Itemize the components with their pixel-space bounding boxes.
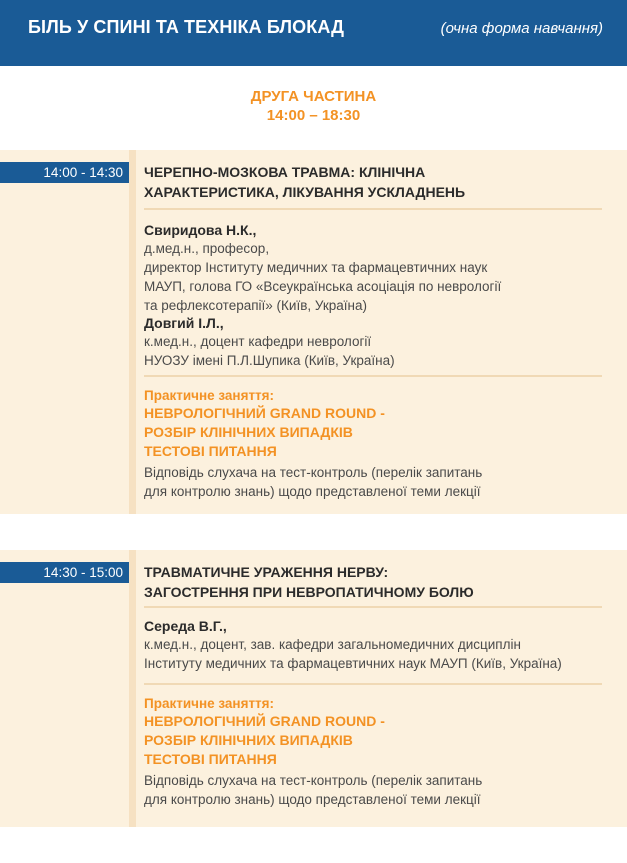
practice-note-line: для контролю знань) щодо представленої теми лекції (144, 484, 481, 499)
practice-note (144, 771, 482, 809)
session-block-2 (0, 550, 627, 827)
practice-label: Практичне заняття: (144, 388, 275, 403)
speaker-detail-line: МАУП, голова ГО «Всеукраїнська асоціація по неврології (144, 279, 502, 294)
speaker-detail-line: директор Інституту медичних та фармацевтичних наук (144, 260, 488, 275)
practice-note (144, 463, 482, 501)
session-topic (144, 162, 465, 202)
topic-line: ТРАВМАТИЧНЕ УРАЖЕННЯ НЕРВУ: (144, 564, 389, 580)
practice-title-line: РОЗБІР КЛІНІЧНИХ ВИПАДКІВ (144, 732, 353, 748)
speaker-detail-line: Інституту медичних та фармацевтичних наук МАУП (Київ, Україна) (144, 656, 562, 671)
speaker-details (144, 239, 501, 315)
topic-line: ЧЕРЕПНО-МОЗКОВА ТРАВМА: КЛІНІЧНА (144, 164, 426, 180)
speaker-name: Середа В.Г., (144, 618, 227, 634)
practice-title-line: ТЕСТОВІ ПИТАННЯ (144, 751, 277, 767)
practice-title-line: НЕВРОЛОГІЧНИЙ GRAND ROUND - (144, 713, 385, 729)
practice-title (144, 712, 385, 769)
divider (144, 375, 602, 377)
session-time: 14:00 - 14:30 (0, 162, 129, 183)
practice-title (144, 404, 385, 461)
session-time: 14:30 - 15:00 (0, 562, 129, 583)
session-topic (144, 562, 474, 602)
practice-title-line: НЕВРОЛОГІЧНИЙ GRAND ROUND - (144, 405, 385, 421)
topic-line: ЗАГОСТРЕННЯ ПРИ НЕВРОПАТИЧНОМУ БОЛЮ (144, 584, 474, 600)
practice-note-line: Відповідь слухача на тест-контроль (перелік запитань (144, 773, 483, 788)
speaker-detail-line: к.мед.н., доцент, зав. кафедри загальномедичних дисциплін (144, 637, 521, 652)
page-title: БІЛЬ У СПИНІ ТА ТЕХНІКА БЛОКАД (28, 17, 345, 37)
topic-line: ХАРАКТЕРИСТИКА, ЛІКУВАННЯ УСКЛАДНЕНЬ (144, 184, 466, 200)
divider (144, 683, 602, 685)
part-time: 14:00 – 18:30 (266, 107, 361, 124)
session-stripe (129, 150, 136, 514)
practice-label: Практичне заняття: (144, 696, 275, 711)
page-header (0, 0, 627, 66)
speaker-detail-line: к.мед.н., доцент кафедри неврології (144, 334, 372, 349)
divider (144, 208, 602, 210)
speaker-details (144, 635, 562, 673)
speaker-name: Свиридова Н.К., (144, 222, 257, 238)
practice-note-line: для контролю знань) щодо представленої теми лекції (144, 792, 481, 807)
speaker-detail-line: д.мед.н., професор, (144, 241, 270, 256)
speaker-name: Довгий І.Л., (144, 315, 224, 331)
practice-note-line: Відповідь слухача на тест-контроль (перелік запитань (144, 465, 483, 480)
speaker-detail-line: та рефлексотерапії» (Київ, Україна) (144, 298, 367, 313)
practice-title-line: РОЗБІР КЛІНІЧНИХ ВИПАДКІВ (144, 424, 353, 440)
session-block-1 (0, 150, 627, 514)
speaker-detail-line: НУОЗУ імені П.Л.Шупика (Київ, Україна) (144, 353, 395, 368)
session-stripe (129, 550, 136, 827)
part-label: ДРУГА ЧАСТИНА (250, 88, 377, 105)
practice-title-line: ТЕСТОВІ ПИТАННЯ (144, 443, 277, 459)
page-subtitle: (очна форма навчання) (440, 20, 603, 37)
divider (144, 606, 602, 608)
speaker-details (144, 332, 395, 370)
